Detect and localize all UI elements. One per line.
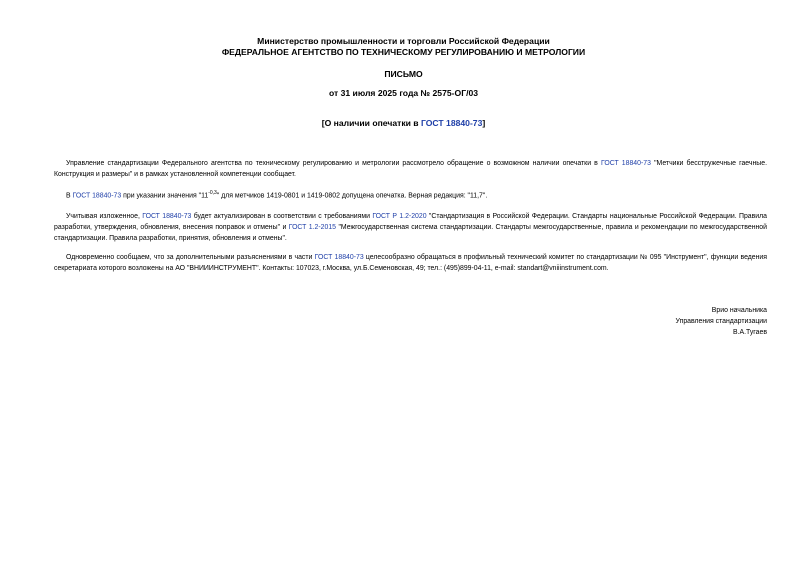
signature-position: Врио начальника [711, 307, 767, 314]
p3-text-cont2: "Стандартизация в Российской Федерации. Стандарты национальные Российской Федерации. Правила разработки, утверждения, обновления, внесения поправок и отмены" и [54, 213, 767, 231]
p1-gost-link[interactable]: ГОСТ 18840-73 [601, 160, 651, 167]
p4-gost-link[interactable]: ГОСТ 18840-73 [314, 254, 364, 261]
subject-suffix: ] [482, 118, 486, 128]
subject-gost-link[interactable]: ГОСТ 18840-73 [420, 118, 483, 128]
paragraph-1 [54, 158, 767, 180]
p3-text-cont: будет актуализирован в соответствии с требованиями [191, 213, 373, 220]
p2-value-tolerance: -0,3 [208, 190, 217, 196]
p3-text-end: "Межгосударственная система стандартизации. Стандарты межгосударственные, правила и рекомендации по межгосударственной стандартизации. Правила разработки, принятия, обновления и отмены". [54, 224, 767, 242]
document-type: ПИСЬМО [384, 69, 423, 79]
paragraph-3 [54, 211, 767, 244]
p3-text: Учитывая изложенное, [66, 213, 143, 220]
p2-text-end: " для метчиков 1419-0801 и 1419-0802 допущена опечатка. Верная редакция: "11,7". [216, 192, 488, 200]
p2-gost-link[interactable]: ГОСТ 18840-73 [72, 192, 122, 200]
p1-text: Управление стандартизации Федерального агентства по техническому регулированию и метрологии рассмотрело обращение о возможном наличии опечатки в [66, 160, 601, 167]
ministry-name: Министерство промышленности и торговли Российской Федерации [257, 36, 550, 46]
p3-gost-link[interactable]: ГОСТ 18840-73 [142, 213, 192, 220]
paragraph-2 [54, 188, 767, 201]
p3-gost-r-link[interactable]: ГОСТ Р 1.2-2020 [372, 213, 427, 220]
p2-value: 11 [201, 192, 209, 200]
p2-text: В [66, 192, 73, 200]
signature-name: В.А.Тугаев [733, 329, 767, 336]
p4-text-cont: целесообразно обращаться в профильный технический комитет по стандартизации № 095 "Инструмент", функции ведения секретариата которого возложены на АО "ВНИИИНСТРУМЕНТ". Контакты: 107023, г.Москва, ул.Б.Семеновская, 49; тел.: (495)899-04-11, e-mail: standart@vniiinstrument.com. [54, 254, 767, 272]
p2-text-cont: при указании значения " [121, 192, 202, 200]
paragraph-4 [54, 252, 767, 274]
agency-name: ФЕДЕРАЛЬНОЕ АГЕНТСТВО ПО ТЕХНИЧЕСКОМУ РЕГУЛИРОВАНИЮ И МЕТРОЛОГИИ [221, 47, 586, 57]
signature-department: Управления стандартизации [675, 318, 767, 325]
p1-text-cont: "Метчики бесстружечные гаечные. Конструкция и размеры" и в рамках установленной компетенции сообщает. [54, 160, 767, 178]
document-date-number: от 31 июля 2025 года № 2575-ОГ/03 [328, 88, 479, 98]
signature-block [676, 305, 767, 338]
p3-gost-1-2-link[interactable]: ГОСТ 1.2-2015 [288, 224, 337, 231]
subject-prefix: [О наличии опечатки в [321, 118, 421, 128]
document-subject [0, 118, 807, 129]
p4-text: Одновременно сообщаем, что за дополнительными разъяснениями в части [66, 254, 315, 261]
